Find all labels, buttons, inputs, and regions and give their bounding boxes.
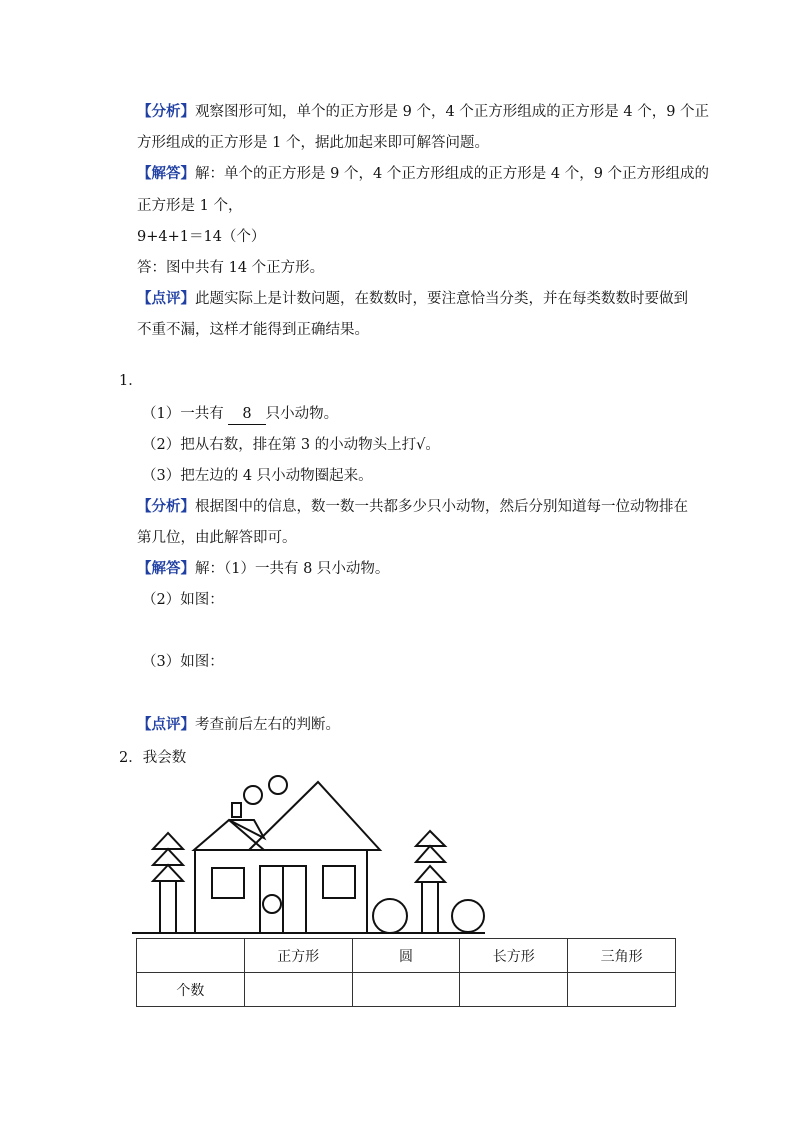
tree-triangle (153, 865, 183, 881)
smoke-circle (244, 786, 262, 804)
p1-prefix: （1）一共有 (142, 406, 224, 422)
answer-tag: 【解答】 (137, 560, 195, 577)
q1-analysis-line-1 (137, 497, 688, 517)
analysis-tag: 【分析】 (137, 103, 195, 120)
answer-tag: 【解答】 (137, 165, 195, 182)
answer-cell[interactable] (244, 973, 352, 1007)
table-header-cell (137, 939, 245, 973)
comment-tag: 【点评】 (137, 716, 195, 733)
q0-comment-line-2: 不重不漏，这样才能得到正确结果。 (137, 322, 369, 338)
comment-text: 此题实际上是计数问题，在数数时，要注意恰当分类，并在每类数数时要做到 (195, 291, 688, 307)
table-header-cell: 正方形 (244, 939, 352, 973)
answer-cell[interactable] (568, 973, 676, 1007)
q1-part-1 (142, 404, 338, 425)
tree-trunk (160, 881, 176, 933)
chimney-rect (232, 803, 241, 817)
q0-answer-line-3: 9+4+1＝14（个） (137, 229, 266, 245)
q2-title: 我会数 (142, 750, 187, 766)
answer-text: 解：单个的正方形是 9 个，4 个正方形组成的正方形是 4 个，9 个正方形组成的 (195, 166, 710, 182)
q1-part-3: （3）把左边的 4 只小动物圈起来。 (142, 468, 373, 484)
p1-suffix: 只小动物。 (265, 406, 339, 422)
house-body (195, 850, 367, 933)
smoke-circle (269, 776, 287, 794)
comment-tag: 【点评】 (137, 290, 195, 307)
count-table (136, 938, 676, 1007)
comment-text: 考查前后左右的判断。 (195, 717, 340, 733)
tree-triangle (153, 833, 183, 849)
q0-answer-line-4: 答：图中共有 14 个正方形。 (137, 260, 325, 276)
q1-number: 1． (119, 373, 143, 389)
table-header-cell: 长方形 (460, 939, 568, 973)
q0-analysis-line-2: 方形组成的正方形是 1 个，据此加起来即可解答问题。 (137, 135, 489, 151)
q0-analysis-line-1 (137, 102, 709, 122)
q2-number: 2． (119, 750, 143, 766)
ball-circle (452, 900, 484, 932)
q1-comment-line-1 (137, 715, 340, 735)
table-row (137, 973, 676, 1007)
ball-circle (373, 899, 407, 933)
tree-triangle (416, 846, 445, 862)
tree-triangle (416, 866, 445, 882)
q0-answer-line-1 (137, 164, 709, 184)
table-header-cell: 三角形 (568, 939, 676, 973)
q2-heading (119, 748, 186, 768)
answer-blank: 8 (228, 404, 265, 425)
tree-triangle (153, 849, 183, 865)
window-square (323, 866, 355, 898)
answer-text: 解：（1）一共有 8 只小动物。 (195, 561, 390, 577)
q1-answer-line-1 (137, 559, 389, 579)
q1-answer-line-2: （2）如图： (142, 592, 224, 608)
q1-part-2: （2）把从右数，排在第 3 的小动物头上打√。 (142, 437, 440, 453)
tree-trunk (422, 882, 438, 933)
answer-cell[interactable] (352, 973, 460, 1007)
door-circle (263, 895, 281, 913)
q1-analysis-line-2: 第几位，由此解答即可。 (137, 530, 297, 546)
analysis-text: 观察图形可知，单个的正方形是 9 个，4 个正方形组成的正方形是 4 个，9 个正 (195, 104, 710, 120)
right-roof-triangle (249, 782, 380, 850)
answer-cell[interactable] (460, 973, 568, 1007)
q0-answer-line-2: 正方形是 1 个， (137, 198, 243, 214)
table-header-cell: 圆 (352, 939, 460, 973)
row-label-cell: 个数 (137, 973, 245, 1007)
tree-triangle (416, 831, 445, 846)
q1-answer-line-3: （3）如图： (142, 654, 224, 670)
window-square (212, 868, 244, 898)
analysis-text: 根据图中的信息，数一数一共都多少只小动物，然后分别知道每一位动物排在 (195, 499, 688, 515)
q0-comment-line-1 (137, 289, 688, 309)
table-header-row (137, 939, 676, 973)
analysis-tag: 【分析】 (137, 498, 195, 515)
house-figure (128, 770, 488, 936)
